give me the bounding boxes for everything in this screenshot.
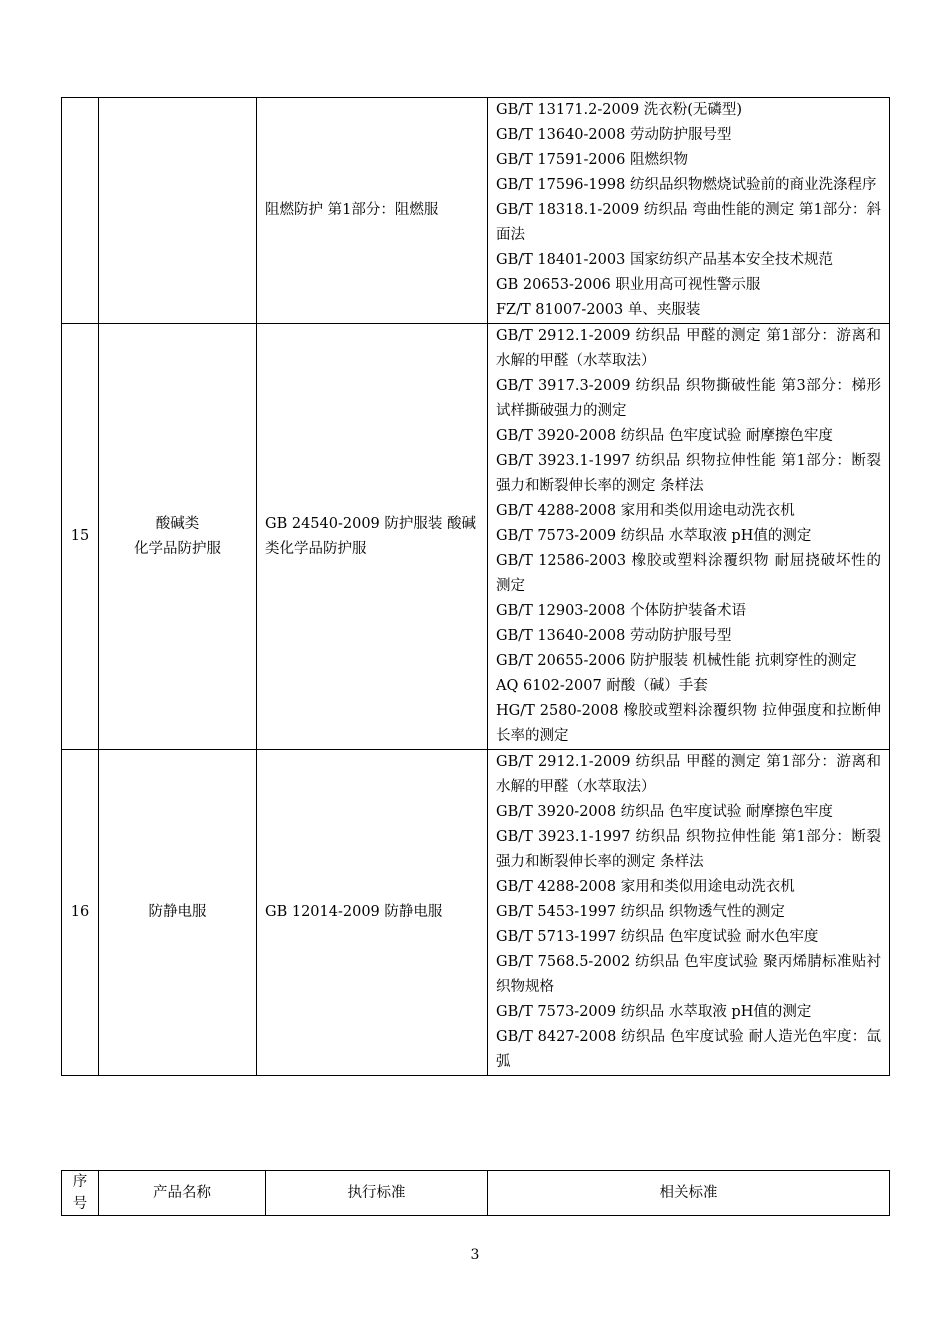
product-name: 防静电服 (99, 750, 257, 1076)
related-standards (488, 750, 890, 1076)
product-name (99, 324, 257, 750)
related-standard-item: GB/T 17596-1998 纺织品织物燃烧试验前的商业洗涤程序 (496, 177, 877, 193)
related-standard-item: GB 20653-2006 职业用高可视性警示服 (496, 277, 761, 293)
execution-standard: GB 24540-2009 防护服装 酸碱类化学品防护服 (257, 324, 488, 750)
header-number-line: 号 (72, 1196, 88, 1212)
header-execution-standard: 执行标准 (266, 1171, 488, 1216)
related-standard-item: GB/T 2912.1-2009 纺织品 甲醛的测定 第1部分：游离和水解的甲醛（水萃取法） (496, 754, 881, 795)
row-number: 15 (62, 324, 99, 750)
related-standard-item: GB/T 18318.1-2009 纺织品 弯曲性能的测定 第1部分：斜面法 (496, 202, 881, 243)
related-standard-item: GB/T 5453-1997 纺织品 织物透气性的测定 (496, 904, 785, 920)
related-standard-item: GB/T 7573-2009 纺织品 水萃取液 pH值的测定 (496, 528, 812, 544)
table-row (62, 98, 890, 324)
related-standard-item: FZ/T 81007-2003 单、夹服装 (496, 302, 701, 318)
header-product-name: 产品名称 (99, 1171, 266, 1216)
table-header (61, 1170, 890, 1216)
related-standard-item: GB/T 3917.3-2009 纺织品 织物撕破性能 第3部分：梯形试样撕破强力的测定 (496, 378, 881, 419)
related-standards (488, 324, 890, 750)
product-name-line: 化学品防护服 (134, 540, 221, 557)
product-name-line: 酸碱类 (155, 515, 200, 532)
header-related-standards: 相关标准 (488, 1171, 890, 1216)
related-standard-item: GB/T 17591-2006 阻燃织物 (496, 152, 688, 168)
related-standard-item: GB/T 18401-2003 国家纺织产品基本安全技术规范 (496, 252, 833, 268)
related-standard-item: GB/T 3920-2008 纺织品 色牢度试验 耐摩擦色牢度 (496, 804, 833, 820)
related-standard-item: GB/T 3920-2008 纺织品 色牢度试验 耐摩擦色牢度 (496, 428, 833, 444)
related-standard-item: GB/T 13640-2008 劳动防护服号型 (496, 127, 732, 143)
related-standard-item: GB/T 7568.5-2002 纺织品 色牢度试验 聚丙烯腈标准贴衬织物规格 (496, 954, 881, 995)
related-standard-item: GB/T 13171.2-2009 洗衣粉(无磷型) (496, 102, 743, 118)
related-standard-item: GB/T 13640-2008 劳动防护服号型 (496, 628, 732, 644)
related-standard-item: GB/T 20655-2006 防护服装 机械性能 抗刺穿性的测定 (496, 653, 857, 669)
row-number (62, 98, 99, 324)
page-number: 3 (470, 1247, 480, 1263)
related-standard-item: GB/T 12903-2008 个体防护装备术语 (496, 603, 746, 619)
related-standard-item: GB/T 3923.1-1997 纺织品 织物拉伸性能 第1部分：断裂强力和断裂伸长率的测定 条样法 (496, 829, 881, 870)
related-standard-item: HG/T 2580-2008 橡胶或塑料涂覆织物 拉伸强度和拉断伸长率的测定 (496, 703, 881, 744)
related-standard-item: GB/T 3923.1-1997 纺织品 织物拉伸性能 第1部分：断裂强力和断裂伸长率的测定 条样法 (496, 453, 881, 494)
related-standard-item: GB/T 8427-2008 纺织品 色牢度试验 耐人造光色牢度：氙弧 (496, 1029, 881, 1070)
header-row (62, 1171, 890, 1216)
execution-standard: GB 12014-2009 防静电服 (257, 750, 488, 1076)
product-name (99, 98, 257, 324)
header-number (62, 1171, 99, 1216)
table-row (62, 750, 890, 1076)
related-standard-item: GB/T 2912.1-2009 纺织品 甲醛的测定 第1部分：游离和水解的甲醛（水萃取法） (496, 328, 881, 369)
standards-table (61, 97, 890, 1076)
table-row (62, 324, 890, 750)
related-standards (488, 98, 890, 324)
row-number: 16 (62, 750, 99, 1076)
header-number-line: 序 (72, 1174, 88, 1190)
related-standard-item: GB/T 7573-2009 纺织品 水萃取液 pH值的测定 (496, 1004, 812, 1020)
execution-standard: 阻燃防护 第1部分：阻燃服 (257, 98, 488, 324)
related-standard-item: GB/T 12586-2003 橡胶或塑料涂覆织物 耐屈挠破坏性的测定 (496, 553, 881, 594)
related-standard-item: GB/T 5713-1997 纺织品 色牢度试验 耐水色牢度 (496, 929, 819, 945)
related-standard-item: GB/T 4288-2008 家用和类似用途电动洗衣机 (496, 879, 795, 895)
related-standard-item: AQ 6102-2007 耐酸（碱）手套 (496, 678, 708, 694)
related-standard-item: GB/T 4288-2008 家用和类似用途电动洗衣机 (496, 503, 795, 519)
